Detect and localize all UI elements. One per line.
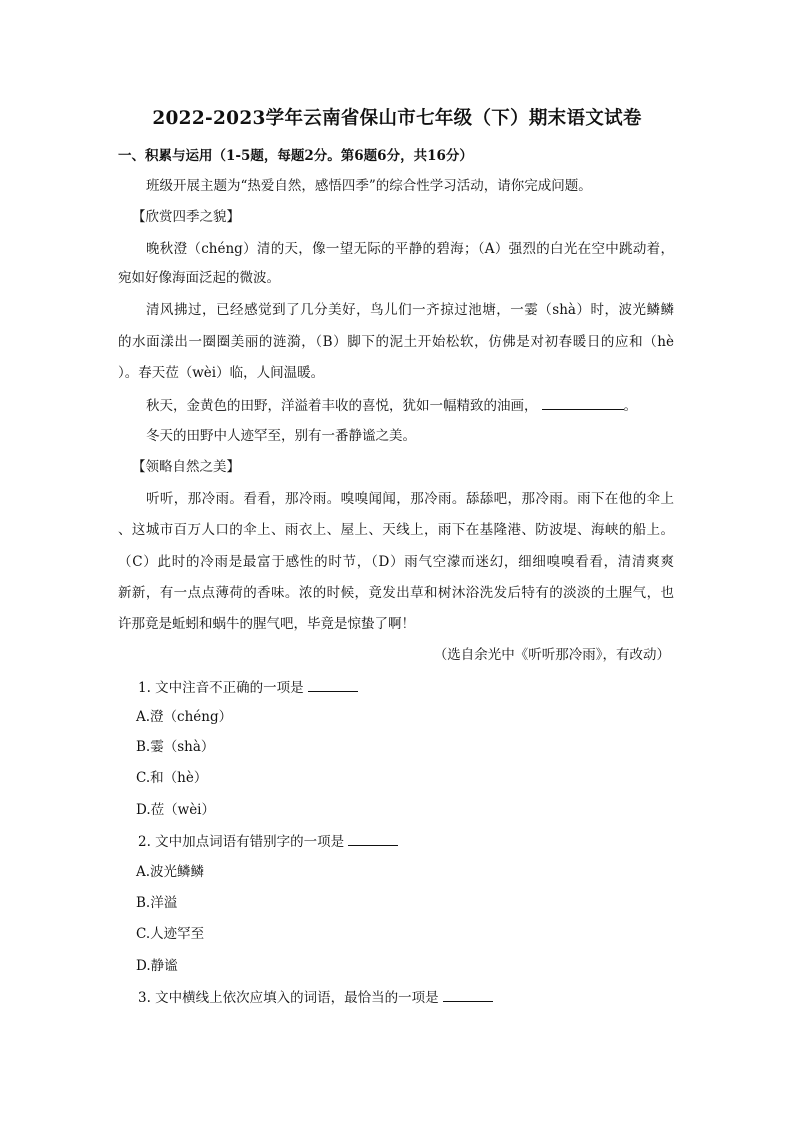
paragraph-5-line: 新新，有一点点薄荷的香味。浓的时候，竟发出草和树沐浴洗发后特有的淡淡的土腥气，也 xyxy=(118,585,674,601)
question-3-stem: 3. 文中横线上依次应填入的词语，最恰当的一项是 xyxy=(138,990,439,1006)
page-title: 2022-2023学年云南省保山市七年级（下）期末语文试卷 xyxy=(152,108,642,129)
answer-blank[interactable] xyxy=(308,677,358,692)
question-3 xyxy=(138,987,493,1008)
paragraph-3 xyxy=(146,395,637,416)
paragraph-2-line: 清风拂过，已经感觉到了几分美好，鸟儿们一齐掠过池塘，一霎（shà）时，波光鳞鳞 xyxy=(146,302,674,318)
question-2 xyxy=(138,831,398,852)
paragraph-5-line: 许那竟是蚯蚓和蜗牛的腥气吧，毕竟是惊蛰了啊！ xyxy=(118,616,415,632)
paragraph-1-line: 晚秋澄（chéng）清的天，像一望无际的平静的碧海；（A）强烈的白光在空中跳动着， xyxy=(146,241,674,257)
section-heading: 一、积累与运用（1-5题，每题2分。第6题6分，共16分） xyxy=(118,148,473,164)
paragraph-2-line: ）。春天莅（wèi）临，人间温暖。 xyxy=(118,365,325,381)
question-1-stem: 1. 文中注音不正确的一项是 xyxy=(138,680,304,696)
answer-blank[interactable] xyxy=(443,987,493,1002)
paragraph-1-line: 宛如好像海面泛起的微波。 xyxy=(118,270,280,286)
intro-text: 班级开展主题为“热爱自然，感悟四季”的综合性学习活动，请你完成问题。 xyxy=(146,178,592,194)
paragraph-5-line: （C）此时的冷雨是最富于感性的时节，（D）雨气空濛而迷幻，细细嗅嗅看看，清清爽爽 xyxy=(118,554,674,570)
q1-option-d: D.莅（wèi） xyxy=(136,802,215,818)
q1-option-a: A.澄（chéng） xyxy=(136,709,233,725)
source-citation: （选自余光中《听听那冷雨》，有改动） xyxy=(433,647,670,663)
q2-option-b: B.洋溢 xyxy=(136,895,178,911)
answer-blank[interactable] xyxy=(348,831,398,846)
paragraph-2-line: 的水面漾出一圈圈美丽的涟漪，（B）脚下的泥土开始松软，仿佛是对初春暖日的应和（hè xyxy=(118,334,674,350)
q2-option-c: C.人迹罕至 xyxy=(136,926,205,942)
paragraph-3-text: 秋天，金黄色的田野，洋溢着丰收的喜悦，犹如一幅精致的油画， xyxy=(146,398,538,414)
subheading-nature: 【领略自然之美】 xyxy=(132,459,240,475)
question-2-stem: 2. 文中加点词语有错别字的一项是 xyxy=(138,834,345,850)
question-1 xyxy=(138,677,358,698)
q2-option-d: D.静谧 xyxy=(136,958,178,974)
q1-option-b: B.霎（shà） xyxy=(136,739,215,755)
subheading-seasons: 【欣赏四季之貌】 xyxy=(132,209,240,225)
paragraph-3-end: 。 xyxy=(623,398,637,414)
paragraph-5-line: 听听，那冷雨。看看，那冷雨。嗅嗅闻闻，那冷雨。舔舔吧，那冷雨。雨下在他的伞上 xyxy=(146,491,674,507)
fill-blank xyxy=(542,395,624,410)
q2-option-a: A.波光鳞鳞 xyxy=(136,864,205,880)
paragraph-4: 冬天的田野中人迹罕至，别有一番静谧之美。 xyxy=(146,428,416,444)
q1-option-c: C.和（hè） xyxy=(136,770,208,786)
paragraph-5-line: 、这城市百万人口的伞上、雨衣上、屋上、天线上，雨下在基隆港、防波堤、海峡的船上。 xyxy=(118,522,674,538)
